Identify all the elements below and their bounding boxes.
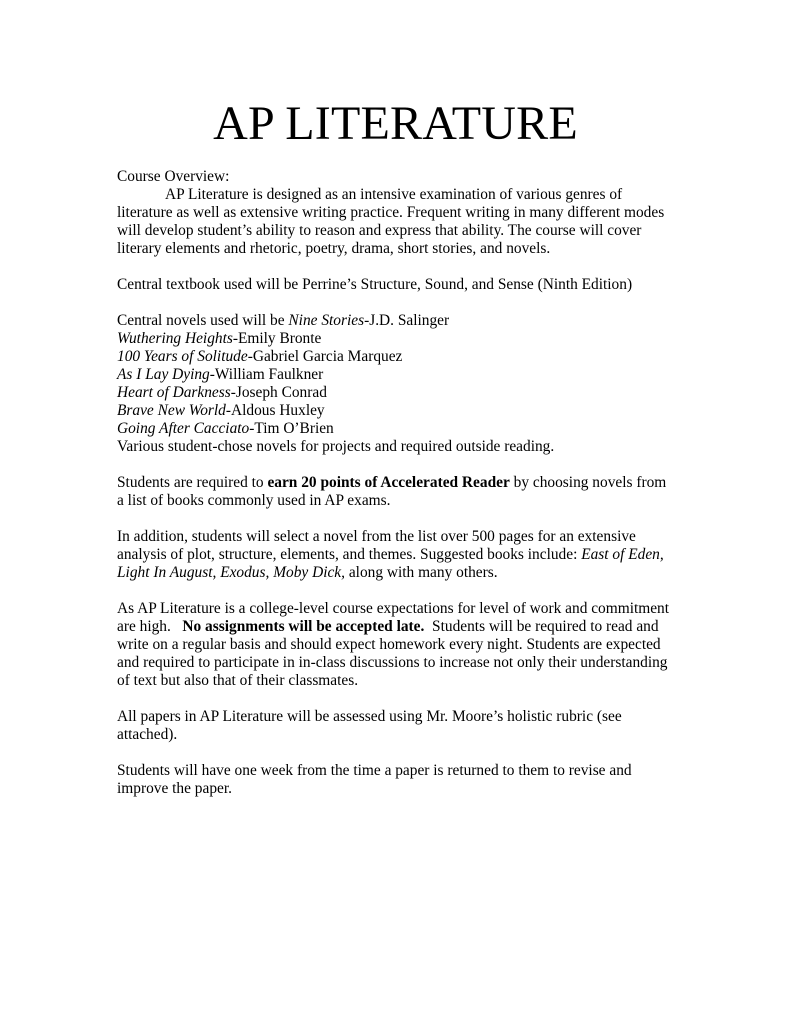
novel-author: -Gabriel Garcia Marquez <box>247 348 403 365</box>
novel-title: Going After Cacciato <box>117 420 250 437</box>
analysis-text: analysis of plot, structure, elements, and themes. Suggested books include: <box>117 546 582 563</box>
document-body <box>117 168 677 798</box>
ar-emphasis: earn 20 points of Accelerated Reader <box>267 474 510 491</box>
novel-author: -J.D. Salinger <box>364 312 450 329</box>
analysis-text: along with many others. <box>344 564 498 581</box>
ar-text: Students are required to <box>117 474 268 491</box>
novel-title: Heart of Darkness <box>117 384 231 401</box>
page-title: AP LITERATURE <box>213 97 578 150</box>
novel-item <box>117 348 677 366</box>
novel-author: -Joseph Conrad <box>230 384 327 401</box>
novels-intro: Central novels used will be <box>117 312 289 329</box>
ar-line: a list of books commonly used in AP exams. <box>117 492 391 509</box>
expectations-paragraph <box>117 600 677 690</box>
overview-line: AP Literature is designed as an intensive examination of various genres of <box>165 186 623 203</box>
course-overview-section <box>117 168 677 258</box>
expectations-line <box>117 618 677 636</box>
analysis-line <box>117 564 677 582</box>
novels-note: Various student-chose novels for projects and required outside reading. <box>117 438 555 455</box>
rubric-paragraph <box>117 708 677 744</box>
analysis-paragraph <box>117 528 677 582</box>
expectations-text: Students will be required to read and <box>424 618 659 635</box>
expectations-line: and required to participate in in-class discussions to increase not only their understanding <box>117 654 668 671</box>
novel-item <box>117 366 677 384</box>
novel-author: -Tim O’Brien <box>249 420 334 437</box>
accelerated-reader-paragraph <box>117 474 677 510</box>
novel-title: Brave New World <box>117 402 226 419</box>
novel-title: As I Lay Dying <box>117 366 210 383</box>
novel-item <box>117 402 677 420</box>
revision-line: improve the paper. <box>117 780 232 797</box>
expectations-line: of text but also that of their classmates. <box>117 672 359 689</box>
rubric-line: All papers in AP Literature will be assessed using Mr. Moore’s holistic rubric (see <box>117 708 622 725</box>
novel-item <box>117 384 677 402</box>
analysis-line <box>117 546 677 564</box>
novel-item <box>117 312 677 330</box>
expectations-text: are high. <box>117 618 183 635</box>
novel-item <box>117 330 677 348</box>
book-title: East of Eden, <box>581 546 664 563</box>
novel-author: -Emily Bronte <box>232 330 322 347</box>
novel-title: 100 Years of Solitude <box>117 348 248 365</box>
overview-heading: Course Overview: <box>117 168 230 185</box>
analysis-line: In addition, students will select a novel from the list over 500 pages for an extensive <box>117 528 636 545</box>
book-title: Light In August, Exodus, Moby Dick, <box>117 564 345 581</box>
novel-title: Nine Stories <box>288 312 365 329</box>
textbook-paragraph <box>117 276 677 294</box>
novels-section <box>117 312 677 456</box>
novel-item <box>117 420 677 438</box>
late-policy-emphasis: No assignments will be accepted late. <box>182 618 425 635</box>
expectations-line: write on a regular basis and should expect homework every night. Students are expected <box>117 636 661 653</box>
rubric-line: attached). <box>117 726 178 743</box>
ar-line <box>117 474 677 492</box>
ar-text: by choosing novels from <box>509 474 667 491</box>
overview-line: will develop student’s ability to reason and express that ability. The course will cover <box>117 222 642 239</box>
novel-author: -William Faulkner <box>209 366 324 383</box>
revision-paragraph <box>117 762 677 798</box>
expectations-line: As AP Literature is a college-level course expectations for level of work and commitment <box>117 600 670 617</box>
overview-line: literature as well as extensive writing practice. Frequent writing in many different modes <box>117 204 665 221</box>
novel-author: -Aldous Huxley <box>225 402 325 419</box>
overview-line: literary elements and rhetoric, poetry, drama, short stories, and novels. <box>117 240 551 257</box>
revision-line: Students will have one week from the time a paper is returned to them to revise and <box>117 762 632 779</box>
novel-title: Wuthering Heights <box>117 330 233 347</box>
textbook-text: Central textbook used will be Perrine’s Structure, Sound, and Sense (Ninth Edition) <box>117 276 633 293</box>
